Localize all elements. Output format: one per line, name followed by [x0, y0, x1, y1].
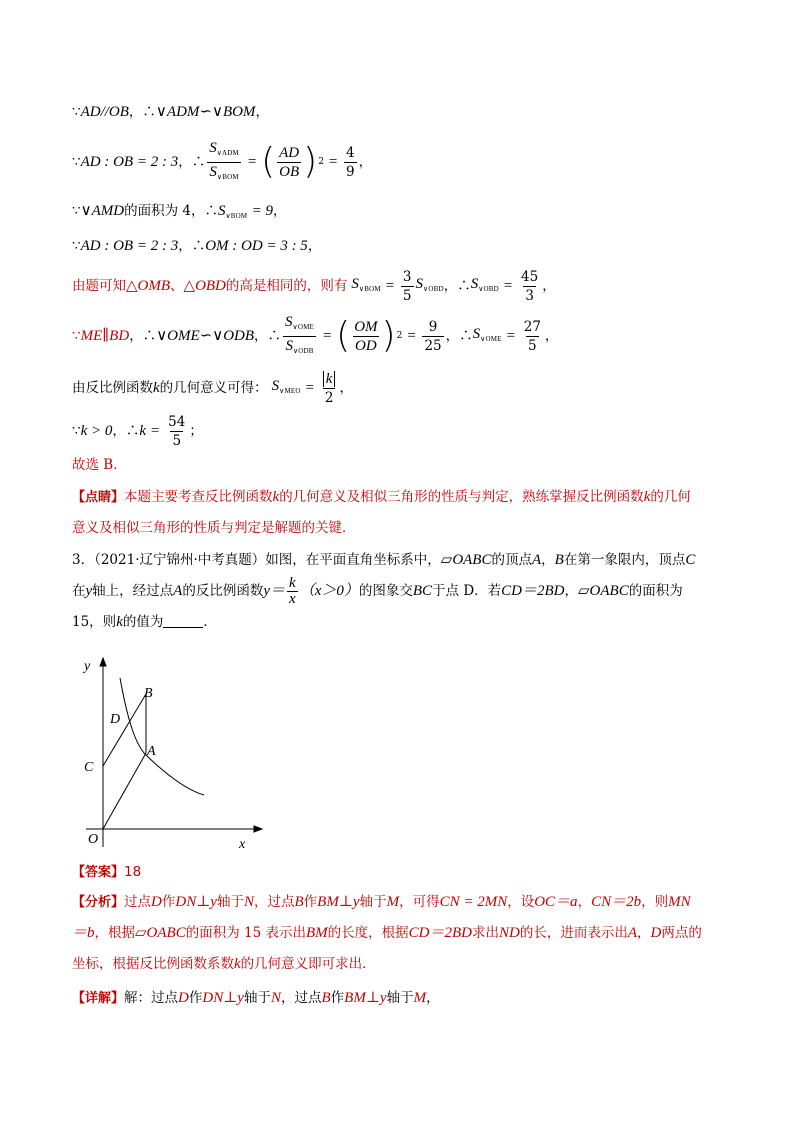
y-axis-arrow — [100, 658, 106, 666]
solution-line-4: ∵AD : OB = 2 : 3，∴OM : OD = 3 : 5， — [72, 238, 322, 254]
analysis-section: 【分析】过点D作DN⊥y轴于N，过点B作BM⊥y轴于M，可得CN = 2MN，设OC＝a，CN＝2b，则MN ＝b，根据▱OABC的面积为 15 表示出BM的长度，根据CD＝2BD求出ND的长，进而表示出A，D两点的 坐标，根据反比例函数系数k的几何意义即可求出． — [72, 894, 702, 972]
solution-line-3: ∵∨AMD的面积为 4，$\therefore S_{\vee BOM} = 9$， — [72, 203, 287, 220]
segment-CB — [103, 694, 146, 766]
label-x: x — [239, 837, 246, 852]
squared-ratio: ( $\frac{AD}{OB}$ ) 2 — [261, 141, 324, 182]
label-O: O — [88, 832, 99, 847]
answer-line: 【答案】18 — [72, 864, 142, 880]
segment-OA — [103, 753, 146, 829]
label-B: B — [144, 686, 153, 701]
solution-line-2: ∵ AD : OB = 2 : 3 ，∴ $\frac{S_{\vee ADM}}{S_{\vee BOM}}$ = ( $\frac{AD}{OB}$ ) 2 = $\frac{4}{9}$ ， — [72, 140, 372, 184]
coordinate-figure — [76, 652, 266, 852]
label-A: A — [147, 744, 156, 759]
problem-statement: 3．（2021·辽宁锦州·中考真题）如图，在平面直角坐标系中，▱OABC的顶点A，B在第一象限内，顶点C 在y轴上，经过点A的反比例函数y＝ $\frac{k}{x}$ （x＞0）的图象交BC于点 D．若CD＝2BD，▱OABC的面积为 15，则k的值为 ． — [72, 552, 696, 630]
solution-line-5: 由题可知 △OMB 、 △OBD 的高是相同的，则有 $S_{\vee BOM}$ = $\frac{3}{5}$ $S_{\vee OBD}$ ，∴ $S_{\vee OBD}$ = $\frac{45}{3}$ ， — [72, 268, 556, 304]
fraction-4-9: $\frac{4}{9}$ — [346, 144, 355, 180]
comment-section: 【点睛】本题主要考查反比例函数k的几何意义及相似三角形的性质与判定，熟练掌握反比例函数k的几何 意义及相似三角形的性质与判定是解题的关键． — [72, 489, 691, 536]
label-C: C — [84, 760, 94, 775]
solution-line-6: ∵ ME∥BD ，∴ ∨OME∽∨ODB ，∴ $\frac{S_{\vee OME}}{S_{\vee ODB}}$ = ( $\frac{OM}{OD}$ ) 2 = $\frac{9}{25}$ ，∴ $S_{\vee OME}$ = $\frac{27}{5}$ ， — [72, 314, 558, 358]
x-axis-arrow — [254, 826, 262, 832]
label-y: y — [84, 659, 91, 674]
answer-blank — [163, 613, 203, 628]
fraction-area-ratio: $\frac{S_{\vee ADM}}{S_{\vee BOM}}$ — [207, 139, 241, 186]
label-D: D — [110, 712, 121, 727]
solution-line-1: ∵AD//OB，∴∨ADM∽∨BOM， — [72, 104, 269, 120]
detail-line: 【详解】解：过点D作DN⊥y轴于N，过点B作BM⊥y轴于M， — [72, 990, 440, 1006]
solution-line-7: 由反比例函数 k 的几何意义可得： $S_{\vee MEO}$ = $\frac{k}{2}$ ， — [72, 370, 353, 406]
solution-conclusion: 故选 B． — [72, 457, 127, 473]
solution-line-8: ∵ k > 0 ，∴ k = $\frac{54}{5}$ ； — [72, 413, 203, 449]
